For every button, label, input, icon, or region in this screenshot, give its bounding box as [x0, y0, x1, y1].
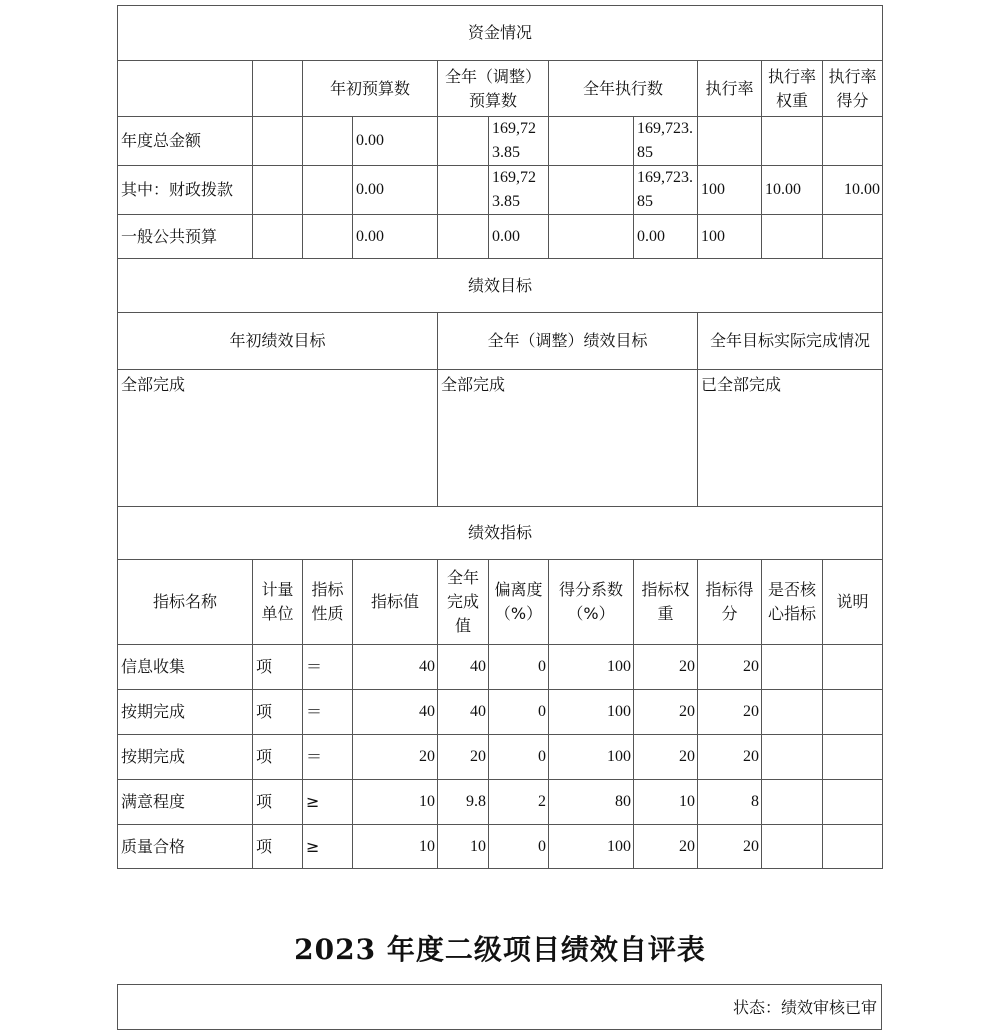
ind-cell-core: [762, 780, 823, 825]
ind-cell-weight: 20: [634, 825, 698, 869]
ind-cell-name: 按期完成: [118, 735, 253, 780]
ind-cell-score: 20: [698, 645, 762, 690]
funds-cell-adjusted: 169,723.85: [489, 117, 549, 166]
ind-cell-name: 质量合格: [118, 825, 253, 869]
ind-cell-coefficient: 100: [549, 645, 634, 690]
ind-cell-weight: 20: [634, 645, 698, 690]
ind-cell-coefficient: 100: [549, 690, 634, 735]
funds-cell-blank: [438, 215, 489, 259]
funds-row-label: 其中：财政拨款: [118, 166, 253, 215]
ind-cell-deviation: 0: [489, 645, 549, 690]
status-text: 状态：绩效审核已审: [732, 998, 877, 1017]
indicators-section-title: 绩效指标: [118, 507, 883, 560]
ind-cell-core: [762, 645, 823, 690]
funds-cell-adjusted: 0.00: [489, 215, 549, 259]
funds-cell-executed: 169,723.85: [634, 166, 698, 215]
ind-cell-score: 20: [698, 735, 762, 780]
status-box: [117, 984, 882, 1030]
ind-cell-score: 8: [698, 780, 762, 825]
funds-cell-blank: [549, 117, 634, 166]
funds-cell-rate: 100: [698, 166, 762, 215]
funds-cell-score: [823, 117, 883, 166]
funds-cell-blank: [438, 166, 489, 215]
funds-header-rate-score: 执行率得分: [823, 61, 883, 117]
funds-row-label: 年度总金额: [118, 117, 253, 166]
funds-cell-initial: 0.00: [353, 117, 438, 166]
funds-cell-blank: [253, 117, 303, 166]
ind-cell-note: [823, 780, 883, 825]
ind-cell-weight: 20: [634, 690, 698, 735]
ind-cell-unit: 项: [253, 645, 303, 690]
ind-header-weight: 指标权重: [634, 560, 698, 645]
ind-cell-actual: 10: [438, 825, 489, 869]
ind-cell-unit: 项: [253, 780, 303, 825]
ind-header-unit: 计量单位: [253, 560, 303, 645]
funds-cell-rate: 100: [698, 215, 762, 259]
funds-cell-initial: 0.00: [353, 215, 438, 259]
funds-cell-weight: [762, 117, 823, 166]
ind-cell-name: 满意程度: [118, 780, 253, 825]
ind-cell-core: [762, 690, 823, 735]
ind-cell-actual: 40: [438, 690, 489, 735]
funds-header-initial-budget: 年初预算数: [303, 61, 438, 117]
goals-section-title: 绩效目标: [118, 259, 883, 313]
funds-header-blank: [118, 61, 253, 117]
self-evaluation-table: [117, 5, 883, 869]
ind-cell-name: 按期完成: [118, 690, 253, 735]
ind-cell-name: 信息收集: [118, 645, 253, 690]
funds-cell-blank: [303, 117, 353, 166]
ind-cell-nature: ＝: [303, 645, 353, 690]
funds-cell-initial: 0.00: [353, 166, 438, 215]
funds-cell-score: 10.00: [823, 166, 883, 215]
document-title: 2023 年度二级项目绩效自评表: [294, 933, 706, 966]
funds-header-exec-rate: 执行率: [698, 61, 762, 117]
ind-cell-nature: ＝: [303, 690, 353, 735]
ind-cell-score: 20: [698, 825, 762, 869]
funds-header-rate-weight: 执行率权重: [762, 61, 823, 117]
ind-cell-nature: ＝: [303, 735, 353, 780]
indicator-row: [118, 645, 883, 690]
ind-cell-note: [823, 690, 883, 735]
ind-cell-unit: 项: [253, 690, 303, 735]
indicator-row: [118, 780, 883, 825]
indicator-row: [118, 825, 883, 869]
ind-cell-target: 10: [353, 780, 438, 825]
ind-header-coefficient: 得分系数（%）: [549, 560, 634, 645]
funds-cell-blank: [253, 215, 303, 259]
funds-section-title: 资金情况: [118, 6, 883, 61]
funds-cell-executed: 169,723.85: [634, 117, 698, 166]
ind-cell-target: 20: [353, 735, 438, 780]
ind-cell-note: [823, 645, 883, 690]
ind-cell-actual: 9.8: [438, 780, 489, 825]
funds-cell-weight: 10.00: [762, 166, 823, 215]
ind-cell-note: [823, 735, 883, 780]
ind-header-name: 指标名称: [118, 560, 253, 645]
ind-cell-actual: 20: [438, 735, 489, 780]
ind-cell-weight: 20: [634, 735, 698, 780]
ind-cell-actual: 40: [438, 645, 489, 690]
goals-value-actual: 已全部完成: [698, 370, 883, 507]
funds-header-blank: [253, 61, 303, 117]
funds-cell-blank: [549, 166, 634, 215]
ind-header-actual: 全年完成值: [438, 560, 489, 645]
ind-cell-score: 20: [698, 690, 762, 735]
funds-header-adjusted-budget: 全年（调整）预算数: [438, 61, 549, 117]
funds-header-execution: 全年执行数: [549, 61, 698, 117]
funds-cell-executed: 0.00: [634, 215, 698, 259]
goals-value-initial: 全部完成: [118, 370, 438, 507]
funds-cell-weight: [762, 215, 823, 259]
ind-cell-coefficient: 100: [549, 735, 634, 780]
ind-cell-core: [762, 735, 823, 780]
funds-cell-blank: [253, 166, 303, 215]
funds-cell-rate: [698, 117, 762, 166]
ind-cell-note: [823, 825, 883, 869]
ind-cell-target: 40: [353, 690, 438, 735]
goals-header-actual: 全年目标实际完成情况: [698, 313, 883, 370]
funds-cell-score: [823, 215, 883, 259]
ind-cell-unit: 项: [253, 825, 303, 869]
goals-header-adjusted: 全年（调整）绩效目标: [438, 313, 698, 370]
funds-cell-blank: [549, 215, 634, 259]
ind-cell-nature: ≥: [303, 825, 353, 869]
funds-cell-blank: [303, 215, 353, 259]
goals-header-initial: 年初绩效目标: [118, 313, 438, 370]
ind-cell-nature: ≥: [303, 780, 353, 825]
ind-cell-coefficient: 100: [549, 825, 634, 869]
ind-cell-target: 10: [353, 825, 438, 869]
ind-cell-weight: 10: [634, 780, 698, 825]
ind-header-target: 指标值: [353, 560, 438, 645]
ind-cell-deviation: 2: [489, 780, 549, 825]
ind-header-core: 是否核心指标: [762, 560, 823, 645]
ind-cell-deviation: 0: [489, 825, 549, 869]
ind-header-score: 指标得分: [698, 560, 762, 645]
ind-header-nature: 指标性质: [303, 560, 353, 645]
ind-cell-unit: 项: [253, 735, 303, 780]
ind-cell-core: [762, 825, 823, 869]
ind-cell-coefficient: 80: [549, 780, 634, 825]
indicator-row: [118, 735, 883, 780]
funds-cell-blank: [303, 166, 353, 215]
funds-cell-blank: [438, 117, 489, 166]
ind-cell-target: 40: [353, 645, 438, 690]
funds-row-label: 一般公共预算: [118, 215, 253, 259]
ind-cell-deviation: 0: [489, 735, 549, 780]
ind-cell-deviation: 0: [489, 690, 549, 735]
goals-value-adjusted: 全部完成: [438, 370, 698, 507]
indicator-row: [118, 690, 883, 735]
ind-header-note: 说明: [823, 560, 883, 645]
ind-header-deviation: 偏离度（%）: [489, 560, 549, 645]
funds-cell-adjusted: 169,723.85: [489, 166, 549, 215]
